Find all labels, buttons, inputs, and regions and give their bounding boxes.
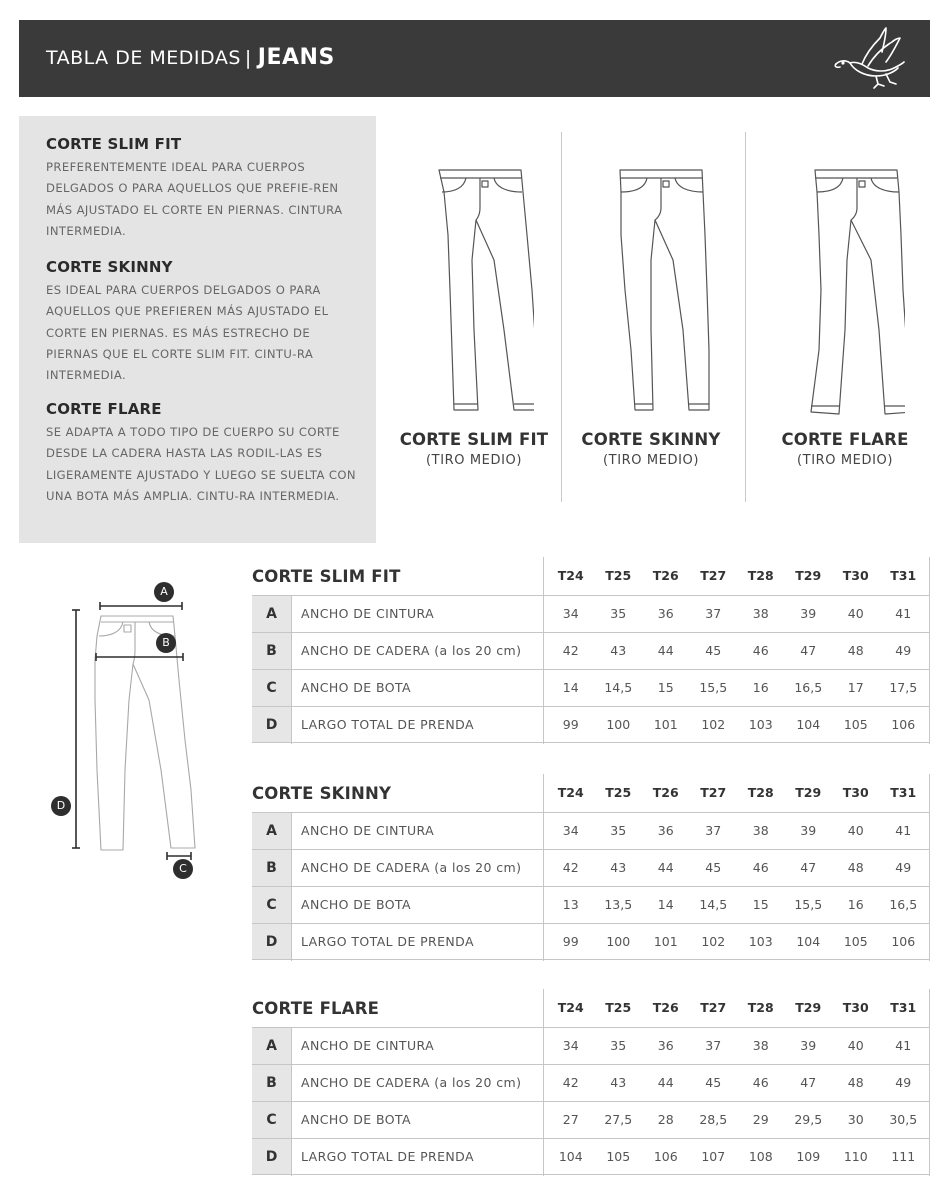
row-value: 37 — [705, 1038, 722, 1053]
table-body — [252, 595, 930, 743]
table-row — [252, 923, 930, 960]
row-label: ANCHO DE CADERA (a los 20 cm) — [301, 860, 522, 875]
size-header: T25 — [605, 1000, 632, 1015]
title-separator: | — [244, 47, 252, 69]
jeans-flare-icon — [785, 160, 905, 430]
row-letter: B — [252, 850, 291, 886]
row-value: 27,5 — [604, 1112, 633, 1127]
row-value: 39 — [800, 1038, 817, 1053]
description-panel — [19, 116, 376, 543]
size-header: T26 — [652, 1000, 679, 1015]
row-value: 13,5 — [604, 897, 633, 912]
row-value: 48 — [847, 643, 864, 658]
table-column-divider — [291, 595, 292, 744]
table-column-divider — [291, 812, 292, 961]
table-row — [252, 886, 930, 923]
row-letter: A — [252, 813, 291, 849]
row-value: 101 — [653, 934, 678, 949]
row-value: 47 — [800, 860, 817, 875]
row-value: 49 — [895, 860, 912, 875]
description-text: PREFERENTEMENTE IDEAL PARA CUERPOS DELGADOS O PARA AQUELLOS QUE PREFIE-REN MÁS AJUSTADO EL CORTE EN PIERNAS. CINTURA INTERMEDIA. — [46, 160, 343, 238]
row-value: 40 — [847, 823, 864, 838]
cut-rise: (TIRO MEDIO) — [602, 453, 700, 468]
row-value: 45 — [705, 860, 722, 875]
row-value: 48 — [847, 1075, 864, 1090]
row-value: 105 — [843, 717, 868, 732]
size-header: T29 — [795, 1000, 822, 1015]
row-value: 15 — [752, 897, 769, 912]
table-row — [252, 1064, 930, 1101]
table-body — [252, 812, 930, 960]
marker-c-badge: C — [173, 859, 193, 879]
row-value: 104 — [558, 1149, 583, 1164]
row-value: 30,5 — [889, 1112, 918, 1127]
row-value: 16,5 — [794, 680, 823, 695]
marker-a-badge: A — [154, 582, 174, 602]
jeans-skinny-icon — [591, 160, 711, 430]
row-value: 47 — [800, 1075, 817, 1090]
description-slim-fit — [46, 135, 361, 242]
row-value: 15,5 — [794, 897, 823, 912]
table-slim-fit — [252, 557, 930, 743]
row-value: 41 — [895, 823, 912, 838]
row-value: 34 — [562, 823, 579, 838]
table-title: CORTE FLARE — [252, 999, 380, 1018]
description-title: CORTE FLARE — [46, 400, 162, 418]
size-header: T31 — [890, 568, 917, 583]
row-value: 16 — [752, 680, 769, 695]
row-value: 46 — [752, 860, 769, 875]
cut-skinny — [561, 160, 741, 468]
table-row — [252, 1101, 930, 1138]
cut-slim-fit — [384, 160, 564, 468]
size-header: T24 — [557, 1000, 584, 1015]
cut-rise: (TIRO MEDIO) — [796, 453, 894, 468]
row-letter: D — [252, 924, 291, 959]
row-value: 42 — [562, 1075, 579, 1090]
row-value: 16 — [847, 897, 864, 912]
row-letter: D — [252, 1139, 291, 1174]
row-value: 34 — [562, 606, 579, 621]
table-header — [252, 774, 930, 812]
row-value: 107 — [701, 1149, 726, 1164]
row-value: 28 — [657, 1112, 674, 1127]
row-value: 37 — [705, 823, 722, 838]
row-letter: C — [252, 1102, 291, 1138]
row-value: 29,5 — [794, 1112, 823, 1127]
row-label: ANCHO DE CINTURA — [301, 1038, 435, 1053]
row-value: 38 — [752, 823, 769, 838]
table-column-divider — [929, 557, 930, 744]
page-title — [46, 45, 335, 70]
size-header: T26 — [652, 785, 679, 800]
size-header: T30 — [842, 785, 869, 800]
cut-divider — [745, 132, 746, 502]
row-value: 15 — [657, 680, 674, 695]
row-value: 111 — [891, 1149, 916, 1164]
row-value: 17,5 — [889, 680, 918, 695]
row-value: 15,5 — [699, 680, 728, 695]
row-value: 43 — [610, 1075, 627, 1090]
table-column-divider — [929, 774, 930, 961]
description-title: CORTE SKINNY — [46, 258, 173, 276]
row-value: 36 — [657, 823, 674, 838]
row-value: 34 — [562, 1038, 579, 1053]
row-value: 44 — [657, 860, 674, 875]
row-value: 13 — [562, 897, 579, 912]
row-value: 99 — [562, 934, 579, 949]
table-row — [252, 1138, 930, 1175]
row-label: LARGO TOTAL DE PRENDA — [301, 717, 474, 732]
jeans-slim-fit-icon — [414, 160, 534, 430]
size-header: T27 — [700, 1000, 727, 1015]
row-value: 17 — [847, 680, 864, 695]
table-row — [252, 595, 930, 632]
row-value: 42 — [562, 860, 579, 875]
row-value: 47 — [800, 643, 817, 658]
row-value: 44 — [657, 1075, 674, 1090]
row-value: 41 — [895, 1038, 912, 1053]
row-value: 40 — [847, 1038, 864, 1053]
row-value: 108 — [748, 1149, 773, 1164]
cut-name: CORTE FLARE — [781, 430, 909, 449]
table-row — [252, 812, 930, 849]
row-value: 105 — [606, 1149, 631, 1164]
table-skinny — [252, 774, 930, 960]
row-letter: C — [252, 670, 291, 706]
cut-flare — [755, 160, 935, 468]
size-header: T31 — [890, 1000, 917, 1015]
row-label: ANCHO DE CINTURA — [301, 606, 435, 621]
size-header: T25 — [605, 785, 632, 800]
row-value: 43 — [610, 860, 627, 875]
table-column-divider — [929, 989, 930, 1176]
duck-logo-icon — [832, 24, 908, 94]
size-header: T27 — [700, 568, 727, 583]
title-bold: JEANS — [257, 45, 335, 70]
cut-rise: (TIRO MEDIO) — [425, 453, 523, 468]
table-title: CORTE SLIM FIT — [252, 567, 401, 586]
description-skinny — [46, 258, 361, 386]
row-value: 36 — [657, 1038, 674, 1053]
table-row — [252, 849, 930, 886]
row-value: 106 — [891, 717, 916, 732]
size-header: T25 — [605, 568, 632, 583]
row-value: 105 — [843, 934, 868, 949]
marker-b-badge: B — [156, 633, 176, 653]
row-value: 30 — [847, 1112, 864, 1127]
row-value: 49 — [895, 1075, 912, 1090]
row-label: ANCHO DE BOTA — [301, 680, 411, 695]
marker-d-badge: D — [51, 796, 71, 816]
measurement-diagram — [45, 580, 205, 880]
row-value: 48 — [847, 860, 864, 875]
size-header: T28 — [747, 1000, 774, 1015]
table-row — [252, 1027, 930, 1064]
row-letter: B — [252, 633, 291, 669]
row-value: 101 — [653, 717, 678, 732]
table-column-divider — [543, 989, 544, 1176]
size-header: T28 — [747, 785, 774, 800]
row-label: ANCHO DE BOTA — [301, 1112, 411, 1127]
row-value: 29 — [752, 1112, 769, 1127]
row-value: 35 — [610, 1038, 627, 1053]
row-value: 46 — [752, 1075, 769, 1090]
table-flare — [252, 989, 930, 1175]
row-letter: C — [252, 887, 291, 923]
row-letter: D — [252, 707, 291, 742]
row-value: 100 — [606, 717, 631, 732]
row-value: 42 — [562, 643, 579, 658]
row-value: 27 — [562, 1112, 579, 1127]
cut-name: CORTE SKINNY — [581, 430, 721, 449]
row-value: 37 — [705, 606, 722, 621]
row-value: 102 — [701, 717, 726, 732]
row-label: LARGO TOTAL DE PRENDA — [301, 1149, 474, 1164]
title-light: TABLA DE MEDIDAS — [46, 47, 241, 69]
table-title: CORTE SKINNY — [252, 784, 392, 803]
size-header: T24 — [557, 568, 584, 583]
row-value: 39 — [800, 606, 817, 621]
size-header: T30 — [842, 568, 869, 583]
row-value: 103 — [748, 717, 773, 732]
row-label: ANCHO DE CADERA (a los 20 cm) — [301, 643, 522, 658]
row-value: 45 — [705, 1075, 722, 1090]
row-letter: B — [252, 1065, 291, 1101]
row-value: 36 — [657, 606, 674, 621]
size-header: T28 — [747, 568, 774, 583]
table-header — [252, 989, 930, 1027]
table-row — [252, 669, 930, 706]
row-value: 45 — [705, 643, 722, 658]
row-value: 38 — [752, 606, 769, 621]
row-value: 103 — [748, 934, 773, 949]
description-flare — [46, 400, 361, 507]
row-value: 28,5 — [699, 1112, 728, 1127]
row-value: 14 — [562, 680, 579, 695]
row-value: 39 — [800, 823, 817, 838]
row-label: LARGO TOTAL DE PRENDA — [301, 934, 474, 949]
size-header: T30 — [842, 1000, 869, 1015]
row-value: 14,5 — [604, 680, 633, 695]
jeans-measurement-icon — [45, 580, 205, 880]
row-value: 106 — [891, 934, 916, 949]
row-letter: A — [252, 596, 291, 632]
row-value: 109 — [796, 1149, 821, 1164]
header-bar — [19, 20, 930, 97]
description-title: CORTE SLIM FIT — [46, 135, 182, 153]
row-value: 46 — [752, 643, 769, 658]
row-value: 99 — [562, 717, 579, 732]
row-label: ANCHO DE CINTURA — [301, 823, 435, 838]
size-header: T27 — [700, 785, 727, 800]
description-text: SE ADAPTA A TODO TIPO DE CUERPO SU CORTE DESDE LA CADERA HASTA LAS RODIL-LAS ES LIGERAMENTE AJUSTADO Y LUEGO SE SUELTA CON UNA BOTA MÁS AMPLIA. CINTU-RA INTERMEDIA. — [46, 425, 356, 503]
table-column-divider — [291, 1027, 292, 1176]
row-value: 100 — [606, 934, 631, 949]
table-column-divider — [543, 557, 544, 744]
row-value: 35 — [610, 606, 627, 621]
description-text: ES IDEAL PARA CUERPOS DELGADOS O PARA AQUELLOS QUE PREFIEREN MÁS AJUSTADO EL CORTE EN PIERNAS. ES MÁS ESTRECHO DE PIERNAS QUE EL CORTE SLIM FIT. CINTU-RA INTERMEDIA. — [46, 283, 329, 383]
row-value: 49 — [895, 643, 912, 658]
row-value: 16,5 — [889, 897, 918, 912]
row-value: 102 — [701, 934, 726, 949]
row-letter: A — [252, 1028, 291, 1064]
table-header — [252, 557, 930, 595]
row-value: 14,5 — [699, 897, 728, 912]
row-value: 14 — [657, 897, 674, 912]
table-column-divider — [543, 774, 544, 961]
cut-name: CORTE SLIM FIT — [399, 430, 549, 449]
row-value: 40 — [847, 606, 864, 621]
row-label: ANCHO DE BOTA — [301, 897, 411, 912]
row-label: ANCHO DE CADERA (a los 20 cm) — [301, 1075, 522, 1090]
row-value: 104 — [796, 934, 821, 949]
table-row — [252, 632, 930, 669]
row-value: 104 — [796, 717, 821, 732]
size-header: T24 — [557, 785, 584, 800]
row-value: 38 — [752, 1038, 769, 1053]
size-header: T31 — [890, 785, 917, 800]
row-value: 41 — [895, 606, 912, 621]
row-value: 106 — [653, 1149, 678, 1164]
row-value: 110 — [843, 1149, 868, 1164]
size-header: T26 — [652, 568, 679, 583]
row-value: 44 — [657, 643, 674, 658]
row-value: 35 — [610, 823, 627, 838]
size-header: T29 — [795, 785, 822, 800]
table-body — [252, 1027, 930, 1175]
size-header: T29 — [795, 568, 822, 583]
row-value: 43 — [610, 643, 627, 658]
table-row — [252, 706, 930, 743]
